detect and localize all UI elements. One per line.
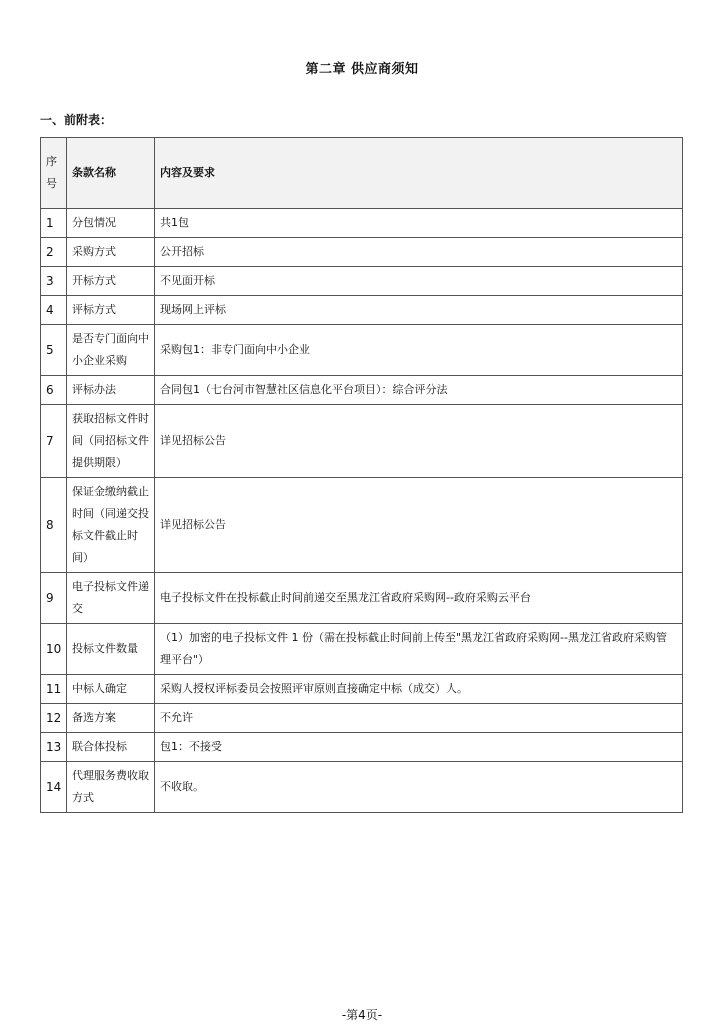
row-content: 详见招标公告 [155,405,683,478]
table-row [41,762,683,813]
page-number: -第4页- [341,1008,383,1022]
row-content: 公开招标 [155,238,683,267]
row-content: 采购人授权评标委员会按照评审原则直接确定中标（成交）人。 [155,675,683,704]
row-content: 现场网上评标 [155,296,683,325]
header-content: 内容及要求 [155,138,683,209]
table-row [41,238,683,267]
table-row [41,405,683,478]
row-name: 投标文件数量 [67,624,155,675]
row-name: 获取招标文件时间（同招标文件提供期限） [67,405,155,478]
requirements-table [40,137,683,813]
table-row [41,704,683,733]
row-name: 代理服务费收取方式 [67,762,155,813]
row-no: 6 [41,376,67,405]
row-content: 不允许 [155,704,683,733]
table-row [41,267,683,296]
table-row [41,675,683,704]
row-content: 采购包1：非专门面向中小企业 [155,325,683,376]
row-name: 中标人确定 [67,675,155,704]
row-no: 2 [41,238,67,267]
row-name: 评标方式 [67,296,155,325]
row-no: 4 [41,296,67,325]
row-name: 联合体投标 [67,733,155,762]
row-no: 3 [41,267,67,296]
table-row [41,573,683,624]
row-content: 不收取。 [155,762,683,813]
row-no: 14 [41,762,67,813]
row-no: 8 [41,478,67,573]
header-no: 序号 [41,138,67,209]
row-content: 详见招标公告 [155,478,683,573]
row-content: 合同包1（七台河市智慧社区信息化平台项目）：综合评分法 [155,376,683,405]
row-content: （1）加密的电子投标文件 1 份（需在投标截止时间前上传至"黑龙江省政府采购网--黑龙江省政府采购管理平台"） [155,624,683,675]
header-name: 条款名称 [67,138,155,209]
row-no: 5 [41,325,67,376]
row-no: 11 [41,675,67,704]
row-name: 采购方式 [67,238,155,267]
row-name: 评标办法 [67,376,155,405]
row-no: 12 [41,704,67,733]
table-header-row [41,138,683,209]
row-content: 共1包 [155,209,683,238]
row-name: 电子投标文件递交 [67,573,155,624]
row-name: 分包情况 [67,209,155,238]
row-content: 不见面开标 [155,267,683,296]
row-name: 备选方案 [67,704,155,733]
table-row [41,624,683,675]
table-row [41,478,683,573]
section-heading: 一、前附表： [40,113,113,127]
row-no: 9 [41,573,67,624]
table-row [41,376,683,405]
row-no: 7 [41,405,67,478]
row-name: 开标方式 [67,267,155,296]
row-name: 保证金缴纳截止时间（同递交投标文件截止时间） [67,478,155,573]
row-no: 10 [41,624,67,675]
table-row [41,325,683,376]
chapter-title: 第二章 供应商须知 [305,62,419,77]
row-content: 电子投标文件在投标截止时间前递交至黑龙江省政府采购网--政府采购云平台 [155,573,683,624]
row-name: 是否专门面向中小企业采购 [67,325,155,376]
row-no: 13 [41,733,67,762]
row-no: 1 [41,209,67,238]
table-row [41,733,683,762]
table-row [41,209,683,238]
row-content: 包1：不接受 [155,733,683,762]
table-row [41,296,683,325]
